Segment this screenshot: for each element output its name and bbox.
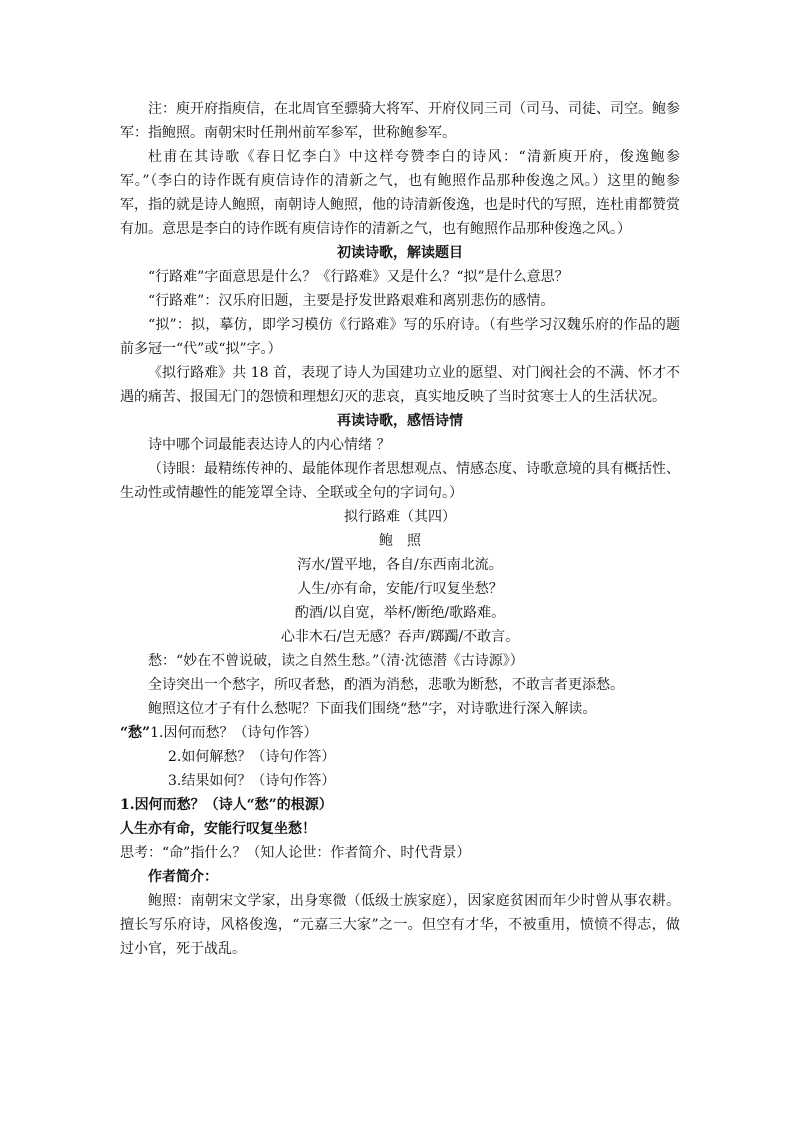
poem-line: 心非木石/岂无感？吞声/踯躅/不敢言。 — [280, 629, 520, 645]
question-emotion-word: 诗中哪个词最能表达诗人的内心情绪 ？ — [148, 437, 391, 453]
think-question: 思考：“命”指什么？（知人论世：作者简介、时代背景） — [120, 845, 471, 861]
answer-xinglunan: “行路难”：汉乐府旧题，主要是抒发世路艰难和离别悲伤的感情。 — [148, 293, 555, 309]
section-1-heading: 1.因何而愁？（诗人“愁”的根源） — [120, 797, 333, 813]
section-heading-first-reading: 初读诗歌，解读题目 — [337, 245, 463, 261]
document-body — [120, 97, 680, 961]
poem-line: 泻水/置平地，各自/东西南北流。 — [297, 557, 503, 573]
note-paragraph: 注：庾开府指庾信，在北周官至骠骑大将军、开府仪同三司（司马、司徒、司空。鲍参军：指鲍照。南朝宋时任荆州前军参军，世称鲍参军。 — [120, 101, 680, 141]
chou-list-item: 1.因何而愁？（诗句作答） — [150, 725, 318, 741]
poem-title: 拟行路难（其四） — [344, 509, 456, 525]
whole-poem-summary: 全诗突出一个愁字，所叹者愁，酌酒为消愁，悲歌为断愁，不敢言者更添愁。 — [148, 677, 624, 693]
section-1-poem-line: 人生亦有命，安能行叹复坐愁！ — [120, 821, 316, 837]
chou-list-first — [120, 721, 680, 745]
answer-collection: 《拟行路难》共 18 首，表现了诗人为国建功立业的愿望、对门阀社会的不满、怀才不遇的痛苦、报国无门的怨愤和理想幻灭的悲哀，真实地反映了当时贫寒士人的生活状况。 — [120, 365, 680, 405]
chou-quote: 愁：“妙在不曾说破，读之自然生愁。”（清·沈德潜《古诗源》） — [148, 653, 524, 669]
author-intro-text: 鲍照：南朝宋文学家，出身寒微（低级士族家庭），因家庭贫困而年少时曾从事农耕。擅长写乐府诗，风格俊逸，“元嘉三大家”之一。但空有才华，不被重用，愤愤不得志，做过小官，死于战乱。 — [120, 893, 680, 957]
baozhao-question: 鲍照这位才子有什么愁呢？下面我们围绕“愁”字，对诗歌进行深入解读。 — [148, 701, 597, 717]
dufu-paragraph: 杜甫在其诗歌《春日忆李白》中这样夸赞李白的诗风：“清新庾开府，俊逸鲍参军。”（李白的诗作既有庾信诗作的清新之气，也有鲍照作品那种俊逸之风。）这里的鲍参军，指的就是诗人鲍照，南朝诗人鲍照，他的诗清新俊逸，也是时代的写照，连杜甫都赞赏有加。意思是李白的诗作既有庾信诗作的清新之气，也有鲍照作品那种俊逸之风。） — [120, 149, 680, 237]
poem-line: 酌酒/以自宽，举杯/断绝/歌路难。 — [294, 605, 506, 621]
answer-ni: “拟”：拟，摹仿，即学习模仿《行路难》写的乐府诗。（有些学习汉魏乐府的作品的题前多冠一“代”或“拟”字。） — [120, 317, 680, 357]
section-heading-second-reading: 再读诗歌，感悟诗情 — [337, 413, 463, 429]
poem-line: 人生/亦有命，安能/行叹复坐愁？ — [297, 581, 503, 597]
question-title-meaning: “行路难”字面意思是什么？《行路难》又是什么？“拟”是什么意思？ — [148, 269, 569, 285]
poem-author: 鲍 照 — [379, 533, 421, 549]
chou-list-item: 2.如何解愁？（诗句作答） — [168, 749, 336, 765]
shiyan-definition: （诗眼：最精练传神的、最能体现作者思想观点、情感态度、诗歌意境的具有概括性、生动性或情趣性的能笼罩全诗、全联或全句的字词句。） — [120, 461, 680, 501]
author-intro-heading: 作者简介： — [148, 869, 218, 885]
chou-list-item: 3.结果如何？（诗句作答） — [168, 773, 336, 789]
chou-label: “愁” — [120, 725, 151, 741]
